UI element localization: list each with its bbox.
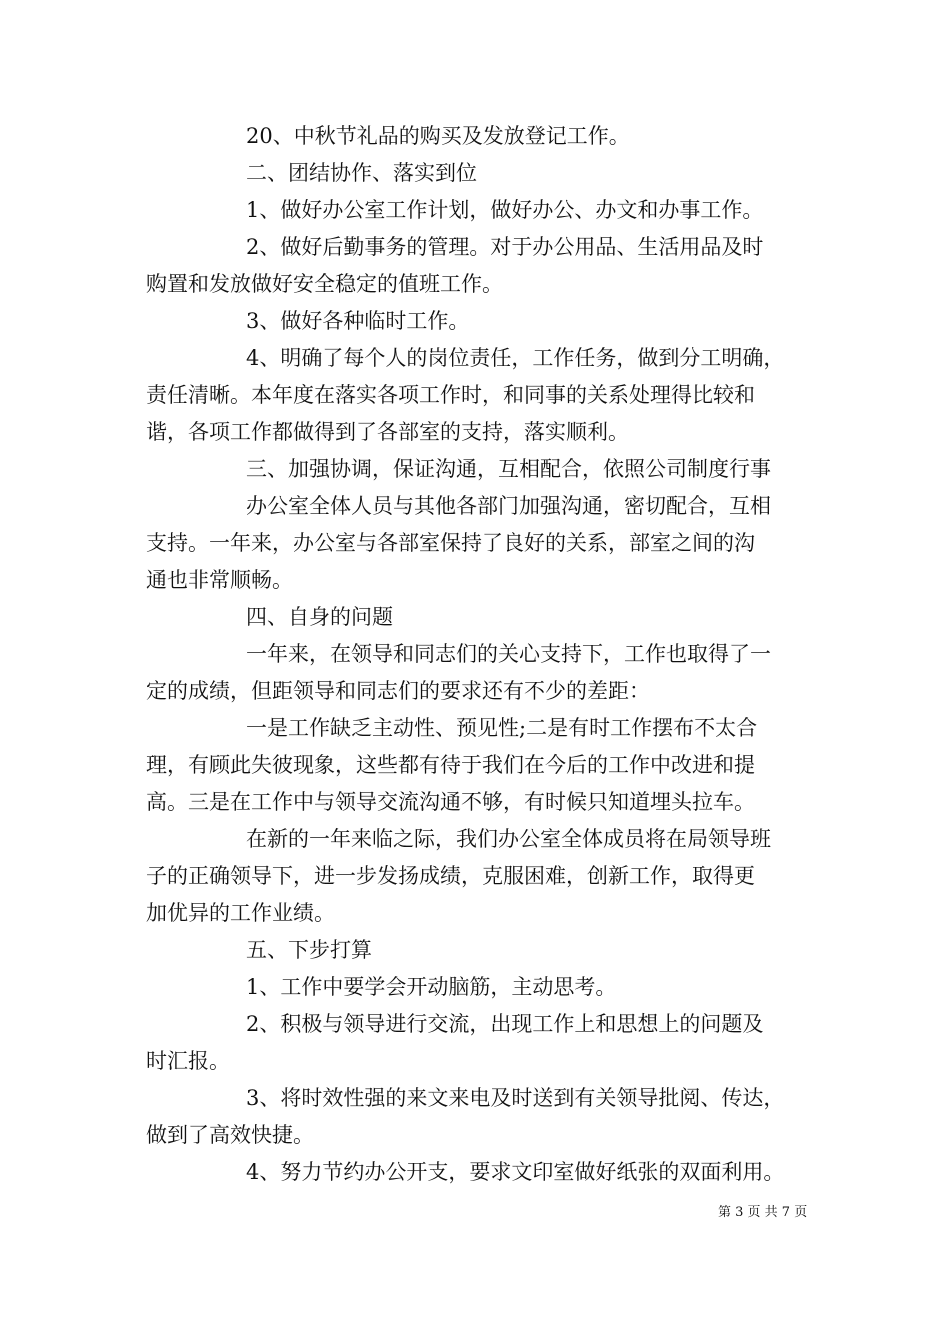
- text-line: 2、做好后勤事务的管理。对于办公用品、生活用品及时: [246, 235, 764, 259]
- text-line: 定的成绩，但距领导和同志们的要求还有不少的差距：: [146, 679, 650, 703]
- text-line: 支持。一年来，办公室与各部室保持了良好的关系，部室之间的沟: [146, 531, 755, 555]
- text-line: 理，有顾此失彼现象，这些都有待于我们在今后的工作中改进和提: [146, 753, 755, 777]
- section-heading: 二、团结协作、落实到位: [246, 161, 477, 185]
- text-line: 1、做好办公室工作计划，做好办公、办文和办事工作。: [246, 198, 764, 222]
- text-line: 购置和发放做好安全稳定的值班工作。: [146, 272, 503, 296]
- section-heading: 四、自身的问题: [246, 605, 393, 629]
- text-line: 加优异的工作业绩。: [146, 901, 335, 925]
- text-line: 时汇报。: [146, 1049, 230, 1073]
- section-heading: 五、下步打算: [246, 938, 372, 962]
- text-line: 子的正确领导下，进一步发扬成绩，克服困难，创新工作，取得更: [146, 864, 755, 888]
- text-line: 在新的一年来临之际，我们办公室全体成员将在局领导班: [246, 827, 771, 851]
- text-line: 做到了高效快捷。: [146, 1123, 314, 1147]
- text-line: 一是工作缺乏主动性、预见性;二是有时工作摆布不太合: [246, 716, 758, 740]
- page-number-footer: 第 3 页 共 7 页: [718, 1205, 808, 1220]
- text-line: 4、努力节约办公开支，要求文印室做好纸张的双面利用。: [246, 1160, 785, 1184]
- text-line: 通也非常顺畅。: [146, 568, 293, 592]
- text-line: 3、做好各种临时工作。: [246, 309, 470, 333]
- text-line: 一年来，在领导和同志们的关心支持下，工作也取得了一: [246, 642, 771, 666]
- section-heading: 三、加强协调，保证沟通，互相配合，依照公司制度行事: [246, 457, 771, 481]
- text-line: 责任清晰。本年度在落实各项工作时，和同事的关系处理得比较和: [146, 383, 755, 407]
- text-line: 2、积极与领导进行交流，出现工作上和思想上的问题及: [246, 1012, 764, 1036]
- text-line: 1、工作中要学会开动脑筋，主动思考。: [246, 975, 617, 999]
- text-line: 谐，各项工作都做得到了各部室的支持，落实顺利。: [146, 420, 629, 444]
- text-line: 3、将时效性强的来文来电及时送到有关领导批阅、传达，: [246, 1086, 785, 1110]
- text-line: 20、中秋节礼品的购买及发放登记工作。: [246, 124, 630, 148]
- text-line: 4、明确了每个人的岗位责任，工作任务，做到分工明确，: [246, 346, 785, 370]
- text-line: 高。三是在工作中与领导交流沟通不够，有时候只知道埋头拉车。: [146, 790, 755, 814]
- text-line: 办公室全体人员与其他各部门加强沟通，密切配合，互相: [246, 494, 771, 518]
